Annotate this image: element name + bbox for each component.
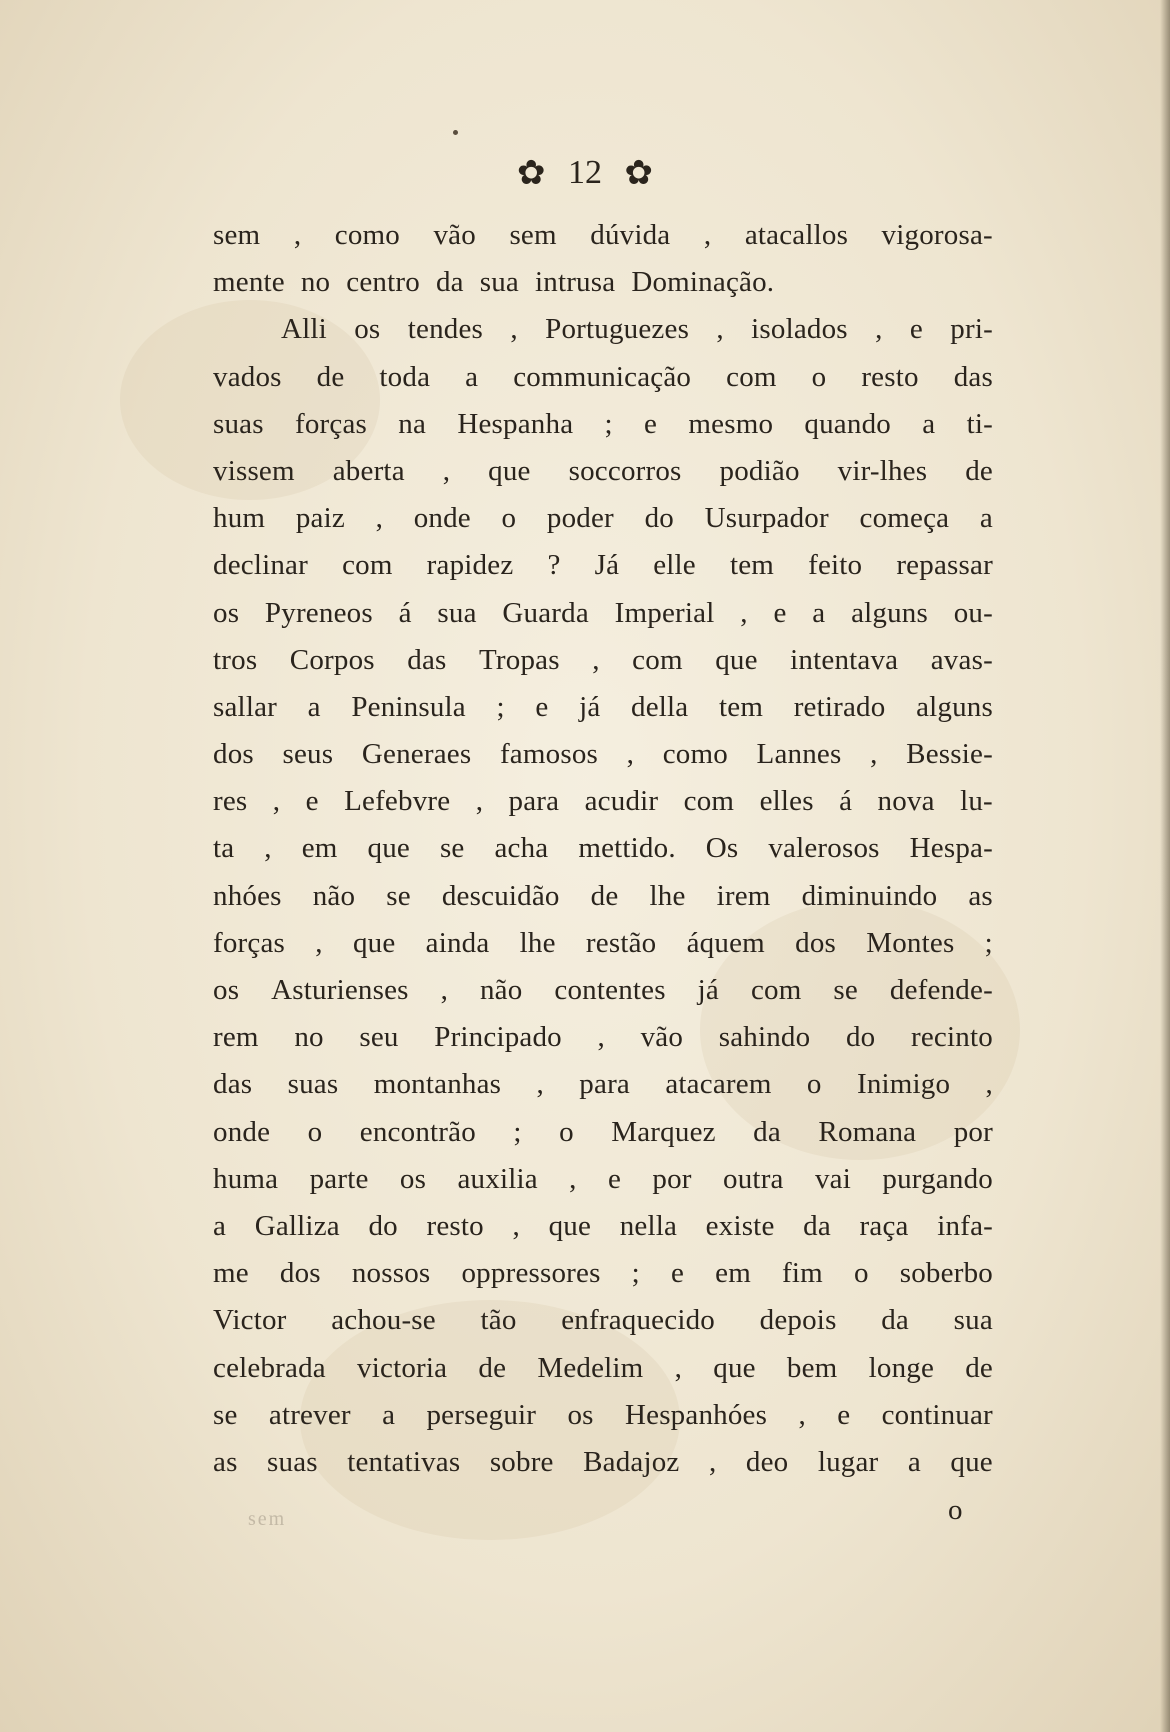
word: que <box>367 832 410 865</box>
word: com <box>342 549 393 582</box>
word: irem <box>716 879 771 912</box>
word: Lefebvre <box>344 785 451 818</box>
word: lhe <box>649 879 686 912</box>
word: , <box>597 1021 605 1054</box>
word: mente <box>213 266 285 299</box>
word: a <box>922 407 936 440</box>
word: pri- <box>950 313 993 346</box>
word: atacarem <box>665 1068 772 1101</box>
word: , <box>626 738 635 771</box>
text-line <box>213 259 993 306</box>
word: a <box>307 690 321 723</box>
word: , <box>375 502 384 535</box>
word: Peninsula <box>351 690 466 723</box>
word: vai <box>814 1162 852 1195</box>
word: retirado <box>793 690 886 723</box>
word: Hespanha <box>457 407 574 440</box>
page-number: 12 <box>568 154 602 192</box>
word: com <box>750 974 802 1006</box>
word: Tropas <box>479 643 560 676</box>
word: dos <box>795 926 837 959</box>
word: , <box>708 1445 717 1478</box>
word: para <box>579 1068 630 1101</box>
word: o <box>501 502 517 535</box>
word: oppressores <box>461 1257 601 1290</box>
word: aberta <box>332 454 405 487</box>
word: Corpos <box>289 643 375 676</box>
text-line <box>213 1156 993 1203</box>
word: , <box>510 313 518 346</box>
word: tentativas <box>347 1445 461 1478</box>
word: Usurpador <box>704 502 829 535</box>
word: encontrão <box>359 1115 476 1148</box>
text-line <box>213 920 993 967</box>
word: a <box>382 1398 396 1431</box>
word: de <box>965 1351 993 1384</box>
word: , <box>293 219 302 251</box>
word: mettido. <box>578 832 676 865</box>
word: Galliza <box>254 1209 340 1242</box>
word: Portuguezes <box>545 313 690 346</box>
word: os <box>567 1398 594 1431</box>
flower-ornament-icon: ✿ <box>624 153 653 194</box>
word: os <box>399 1162 427 1195</box>
word: acha <box>494 832 549 865</box>
word: se <box>213 1398 238 1431</box>
flower-ornament-icon: ✿ <box>517 153 546 194</box>
word: onde <box>413 502 471 535</box>
word: o <box>811 360 827 393</box>
word: á <box>839 785 853 818</box>
text-line <box>213 1109 993 1156</box>
word: as <box>968 879 993 912</box>
word: do <box>368 1209 398 1242</box>
word: rapidez <box>426 549 514 582</box>
word: communicação <box>513 360 692 393</box>
word: Guarda <box>502 596 589 629</box>
text-line <box>213 967 993 1014</box>
text-line <box>213 354 993 401</box>
word: Inimigo <box>856 1068 951 1101</box>
word: atacallos <box>744 219 849 251</box>
word: centro <box>346 266 420 299</box>
word: sallar <box>213 690 278 723</box>
word: os <box>213 974 240 1006</box>
word: soberbo <box>899 1257 993 1290</box>
word: Badajoz <box>583 1445 680 1478</box>
word: a <box>465 360 479 393</box>
word: que <box>713 1351 756 1384</box>
word: auxilia <box>457 1162 538 1195</box>
word: declinar <box>213 549 308 582</box>
word: enfraquecido <box>561 1304 715 1337</box>
word: achou-se <box>331 1304 436 1337</box>
bleed-through-text: sem <box>248 1508 287 1530</box>
word: e <box>535 690 549 723</box>
word: intrusa <box>534 266 616 299</box>
text-line <box>213 401 993 448</box>
word: da <box>803 1209 831 1242</box>
word: Romana <box>818 1115 917 1148</box>
word: sua <box>953 1304 993 1337</box>
word: bem <box>786 1351 838 1384</box>
word: forças <box>295 407 368 440</box>
body-text <box>213 212 993 1486</box>
word: vigorosa- <box>881 219 993 251</box>
word: depois <box>759 1304 837 1337</box>
word: alguns <box>916 690 993 723</box>
word: nossos <box>351 1257 431 1290</box>
word: da <box>881 1304 909 1337</box>
word: áquem <box>686 926 765 959</box>
word: e <box>644 407 658 440</box>
word: por <box>953 1115 993 1148</box>
text-line <box>213 731 993 778</box>
word: o <box>806 1068 822 1101</box>
word: ? <box>547 549 561 582</box>
word: das <box>953 360 993 393</box>
word: sua <box>437 596 477 629</box>
word: , <box>870 738 878 771</box>
word: acudir <box>584 785 659 818</box>
word: á <box>398 596 412 629</box>
word: , <box>740 596 748 629</box>
word: seus <box>282 738 334 771</box>
word: famosos <box>499 738 599 771</box>
word: recinto <box>910 1021 993 1054</box>
word: das <box>407 643 447 676</box>
word: em <box>301 832 338 865</box>
word: outra <box>723 1162 784 1195</box>
word: , <box>985 1068 993 1101</box>
word: ti- <box>966 407 993 440</box>
word: e <box>607 1162 622 1195</box>
text-line <box>213 684 993 731</box>
text-line <box>213 1250 993 1297</box>
text-line <box>213 1392 993 1439</box>
word: , <box>264 832 272 865</box>
word: sahindo <box>718 1021 811 1054</box>
word: restão <box>585 926 657 959</box>
text-line <box>213 1203 993 1250</box>
word: tem <box>729 549 775 582</box>
word: a <box>213 1209 227 1242</box>
word: e <box>773 596 787 629</box>
text-line <box>213 1345 993 1392</box>
text-line <box>213 306 993 353</box>
word: dúvida <box>590 219 671 251</box>
word: valerosos <box>768 832 880 865</box>
word: Hespanhóes <box>624 1398 768 1431</box>
word: fim <box>782 1257 823 1290</box>
word: não <box>479 974 523 1006</box>
word: lhe <box>519 926 556 959</box>
word: Asturienses <box>271 974 409 1006</box>
word: contentes <box>554 974 666 1006</box>
word: quando <box>804 407 891 440</box>
word: os <box>354 313 381 346</box>
word: purgando <box>882 1162 993 1195</box>
catchword: o <box>948 1494 963 1526</box>
word: de <box>590 879 619 912</box>
word: Dominação. <box>631 266 775 299</box>
word: Medelim <box>537 1351 644 1384</box>
word: a <box>812 596 826 629</box>
word: raça <box>859 1209 909 1242</box>
word: a <box>907 1445 921 1478</box>
word: vissem <box>213 454 295 487</box>
word: , <box>475 785 484 818</box>
word: resto <box>861 360 919 393</box>
word: , <box>315 926 323 959</box>
word: sem <box>509 219 557 251</box>
word: soccorros <box>568 454 682 487</box>
word: rem <box>213 1021 259 1054</box>
word: se <box>833 974 858 1006</box>
word: suas <box>287 1068 339 1101</box>
word: elle <box>653 549 696 582</box>
word: que <box>950 1445 993 1478</box>
word: poder <box>546 502 614 535</box>
word: Generaes <box>361 738 472 771</box>
text-line <box>213 212 993 259</box>
word: celebrada <box>213 1351 326 1384</box>
word: nhóes <box>213 879 282 912</box>
word: diminuindo <box>801 879 938 912</box>
word: infa- <box>937 1209 993 1242</box>
word: ainda <box>425 926 490 959</box>
word: das <box>213 1068 253 1101</box>
word: os <box>213 596 240 629</box>
word: , <box>875 313 883 346</box>
word: elles <box>759 785 814 818</box>
word: tros <box>213 643 258 676</box>
word: nova <box>877 785 935 818</box>
word: repassar <box>896 549 993 582</box>
word: e <box>671 1257 685 1290</box>
word: da <box>435 266 464 299</box>
word: para <box>508 785 560 818</box>
word: tem <box>718 690 764 723</box>
word: dos <box>213 738 254 771</box>
word: na <box>398 407 427 440</box>
word: se <box>386 879 411 912</box>
word: com <box>726 360 777 393</box>
word: montanhas <box>373 1068 502 1101</box>
word: já <box>697 974 719 1006</box>
word: o <box>307 1115 323 1148</box>
word: ; <box>631 1257 640 1290</box>
text-line <box>213 1061 993 1108</box>
word: Montes <box>866 926 955 959</box>
word: defende- <box>889 974 993 1006</box>
word: victoria <box>357 1351 448 1384</box>
word: me <box>213 1257 249 1290</box>
word: Hespa- <box>909 832 993 865</box>
word: Lannes <box>756 738 842 771</box>
word: intentava <box>790 643 899 676</box>
word: seu <box>359 1021 399 1054</box>
word: de <box>478 1351 507 1384</box>
word: atrever <box>268 1398 351 1431</box>
word: forças <box>213 926 286 959</box>
word: , <box>440 974 449 1006</box>
text-line <box>213 590 993 637</box>
word: lu- <box>960 785 993 818</box>
word: sem <box>213 219 261 251</box>
word: Marquez <box>611 1115 716 1148</box>
word: nella <box>619 1209 678 1242</box>
word: do <box>845 1021 876 1054</box>
word: hum <box>213 502 266 535</box>
word: tão <box>480 1304 517 1337</box>
word: lugar <box>817 1445 879 1478</box>
word: , <box>442 454 451 487</box>
word: isolados <box>751 313 848 346</box>
word: Alli <box>281 313 327 346</box>
word: de <box>316 360 345 393</box>
word: ta <box>213 832 235 865</box>
word: a <box>979 502 993 535</box>
word: resto <box>426 1209 484 1242</box>
word: vados <box>213 360 282 393</box>
word: sua <box>479 266 519 299</box>
text-line <box>213 495 993 542</box>
word: que <box>548 1209 592 1242</box>
word: sobre <box>489 1445 554 1478</box>
word: com <box>683 785 735 818</box>
text-line <box>213 778 993 825</box>
word: ; <box>604 407 613 440</box>
word: como <box>334 219 400 251</box>
word: ; <box>984 926 993 959</box>
word: existe <box>705 1209 775 1242</box>
word: , <box>703 219 712 251</box>
word: não <box>312 879 356 912</box>
word: ; <box>513 1115 522 1148</box>
word: se <box>439 832 465 865</box>
text-line <box>213 1297 993 1344</box>
word: ou- <box>953 596 993 629</box>
text-line <box>213 448 993 495</box>
word: e <box>837 1398 851 1431</box>
word: longe <box>868 1351 935 1384</box>
word: , <box>798 1398 806 1431</box>
word: Victor <box>213 1304 287 1337</box>
word: e <box>909 313 923 346</box>
word: que <box>715 643 758 676</box>
word: no <box>300 266 331 299</box>
word: que <box>352 926 396 959</box>
text-line <box>213 1014 993 1061</box>
word: Os <box>705 832 739 865</box>
word: da <box>753 1115 781 1148</box>
word: della <box>631 690 689 723</box>
word: dos <box>279 1257 321 1290</box>
word: deo <box>745 1445 789 1478</box>
word: o <box>559 1115 574 1148</box>
text-line <box>213 1439 993 1486</box>
word: como <box>662 738 728 771</box>
word: suas <box>267 1445 318 1478</box>
word: parte <box>309 1162 369 1195</box>
word: mesmo <box>688 407 774 440</box>
word: descuidão <box>441 879 560 912</box>
word: já <box>579 690 601 723</box>
word: o <box>853 1257 869 1290</box>
text-line <box>213 873 993 920</box>
word: ; <box>496 690 505 723</box>
word: huma <box>213 1162 279 1195</box>
word: as <box>213 1445 238 1478</box>
word: perseguir <box>426 1398 537 1431</box>
word: podião <box>719 454 800 487</box>
text-line <box>213 542 993 589</box>
word: no <box>294 1021 324 1054</box>
word: continuar <box>881 1398 993 1431</box>
word: Principado <box>434 1021 562 1054</box>
word: com <box>632 643 683 676</box>
text-line <box>213 637 993 684</box>
word: do <box>644 502 674 535</box>
word: que <box>488 454 531 487</box>
word: feito <box>808 549 863 582</box>
word: , <box>569 1162 577 1195</box>
word: suas <box>213 407 264 440</box>
word: começa <box>859 502 950 535</box>
word: avas- <box>930 643 993 676</box>
text-line <box>213 825 993 872</box>
word: , <box>592 643 600 676</box>
word: onde <box>213 1115 271 1148</box>
word: , <box>272 785 281 818</box>
word: vão <box>433 219 476 251</box>
word: de <box>965 454 993 487</box>
word: em <box>715 1257 751 1290</box>
word: tendes <box>407 313 484 346</box>
word: , <box>512 1209 520 1242</box>
word: Imperial <box>614 596 715 629</box>
word: alguns <box>851 596 928 629</box>
page-header <box>0 152 1170 193</box>
word: e <box>305 785 319 818</box>
word: Bessie- <box>906 738 993 771</box>
word: , <box>674 1351 683 1384</box>
word: toda <box>379 360 431 393</box>
word: por <box>652 1162 692 1195</box>
word: vão <box>640 1021 684 1054</box>
word: , <box>716 313 724 346</box>
word: , <box>536 1068 544 1101</box>
word: paiz <box>295 502 345 535</box>
ink-speck <box>453 130 458 135</box>
word: Já <box>594 549 620 582</box>
page-edge-shadow <box>1160 0 1170 1732</box>
word: vir-lhes <box>837 454 928 487</box>
word: Pyreneos <box>264 596 373 629</box>
word: res <box>213 785 248 818</box>
